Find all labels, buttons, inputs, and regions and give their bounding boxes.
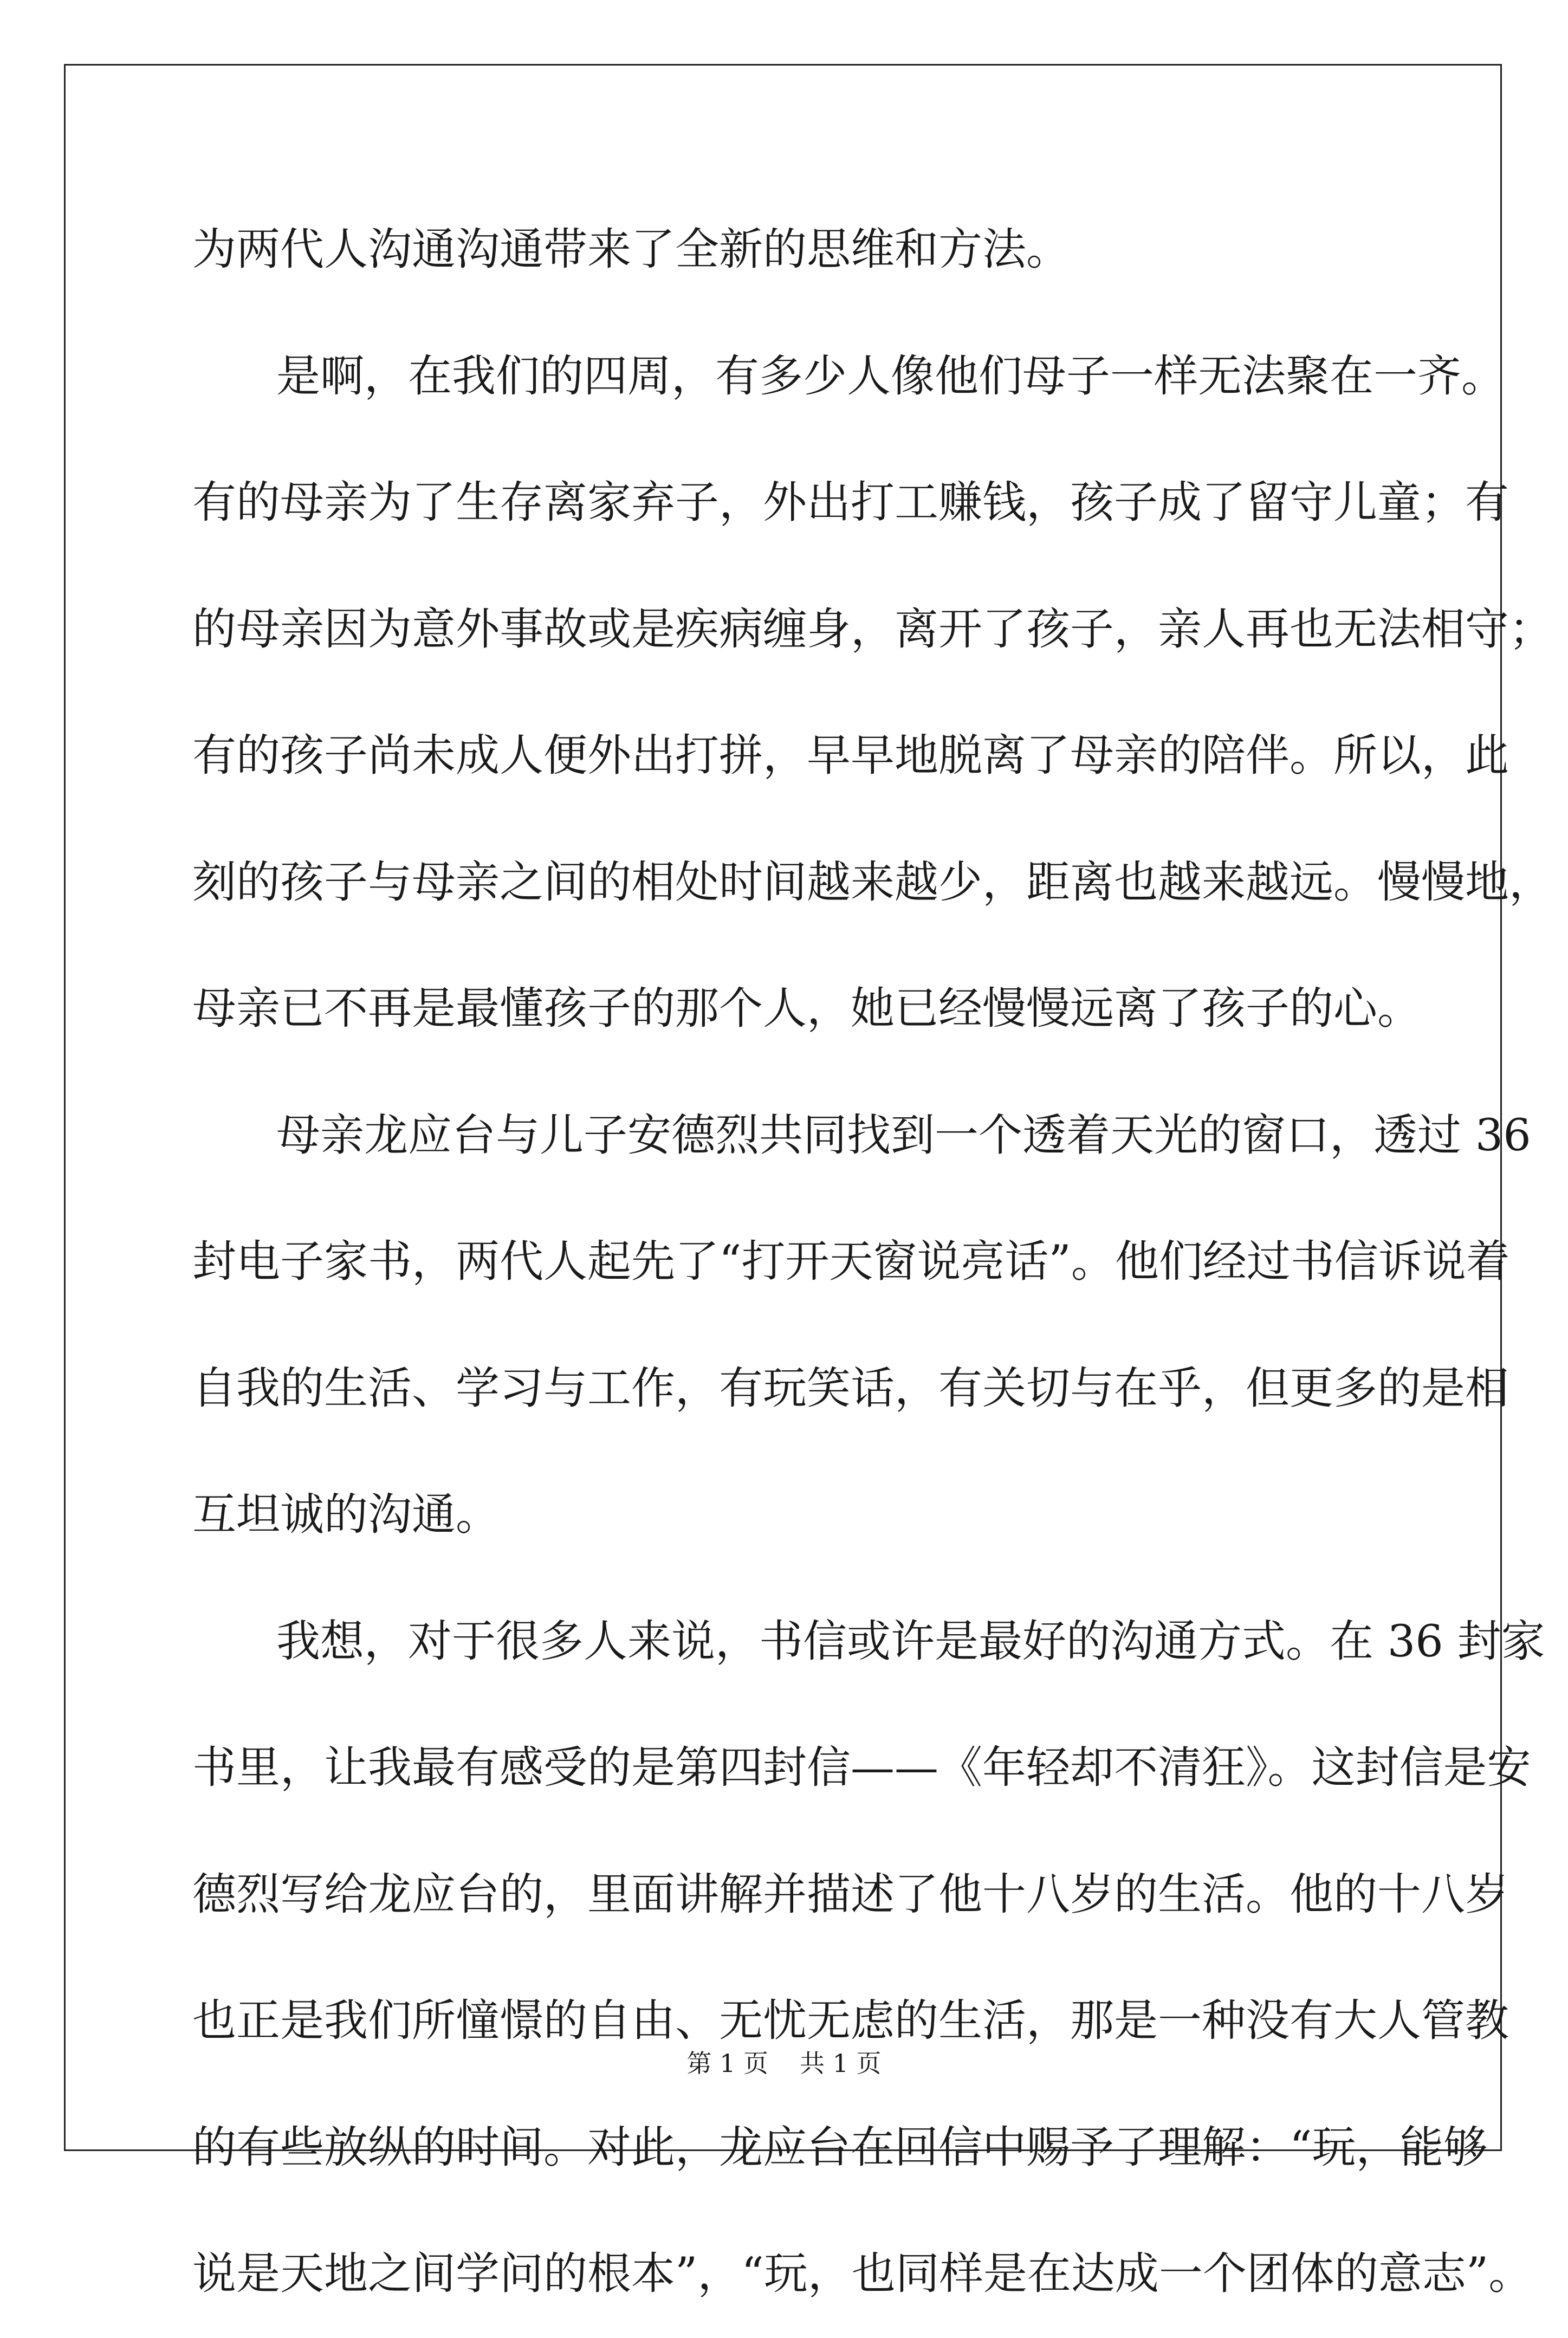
text-line: 我想，对于很多人来说，书信或许是最好的沟通方式。在 36 封家 [276, 1616, 1545, 1667]
text-line: 自我的生活、学习与工作，有玩笑话，有关切与在乎，但更多的是相 [192, 1363, 1509, 1414]
text-line: 母亲龙应台与儿子安德烈共同找到一个透着天光的窗口，透过 36 [276, 1110, 1531, 1161]
text-line: 说是天地之间学问的根本”，“玩，也同样是在达成一个团体的意志”。 [192, 2249, 1533, 2300]
text-line: 刻的孩子与母亲之间的相处时间越来越少，距离也越来越远。慢慢地， [192, 857, 1553, 908]
page-number: 第 1 页 [686, 2049, 768, 2078]
text-line: 的母亲因为意外事故或是疾病缠身，离开了孩子，亲人再也无法相守； [192, 604, 1553, 655]
text-line: 有的孩子尚未成人便外出打拼，早早地脱离了母亲的陪伴。所以，此 [192, 730, 1509, 781]
text-line: 的有些放纵的时间。对此，龙应台在回信中赐予了理解：“玩，能够 [192, 2122, 1488, 2173]
text-line: 为两代人沟通沟通带来了全新的思维和方法。 [192, 224, 1071, 275]
page-total: 共 1 页 [800, 2049, 882, 2078]
page-footer [0, 2047, 1568, 2080]
text-line: 德烈写给龙应台的，里面讲解并描述了他十八岁的生活。他的十八岁 [192, 1869, 1509, 1920]
text-line: 母亲已不再是最懂孩子的那个人，她已经慢慢远离了孩子的心。 [192, 983, 1422, 1034]
text-line: 书里，让我最有感受的是第四封信——《年轻却不清狂》。这封信是安 [192, 1743, 1531, 1793]
text-line: 封电子家书，两代人起先了“打开天窗说亮话”。他们经过书信诉说着 [192, 1236, 1510, 1287]
text-line: 互坦诚的沟通。 [192, 1489, 500, 1540]
text-line: 也正是我们所憧憬的自由、无忧无虑的生活，那是一种没有大人管教 [192, 1996, 1509, 2046]
document-body [192, 187, 1553, 2338]
text-line: 是啊，在我们的四周，有多少人像他们母子一样无法聚在一齐。 [276, 351, 1506, 402]
text-line: 有的母亲为了生存离家弃子，外出打工赚钱，孩子成了留守儿童；有 [192, 477, 1509, 528]
